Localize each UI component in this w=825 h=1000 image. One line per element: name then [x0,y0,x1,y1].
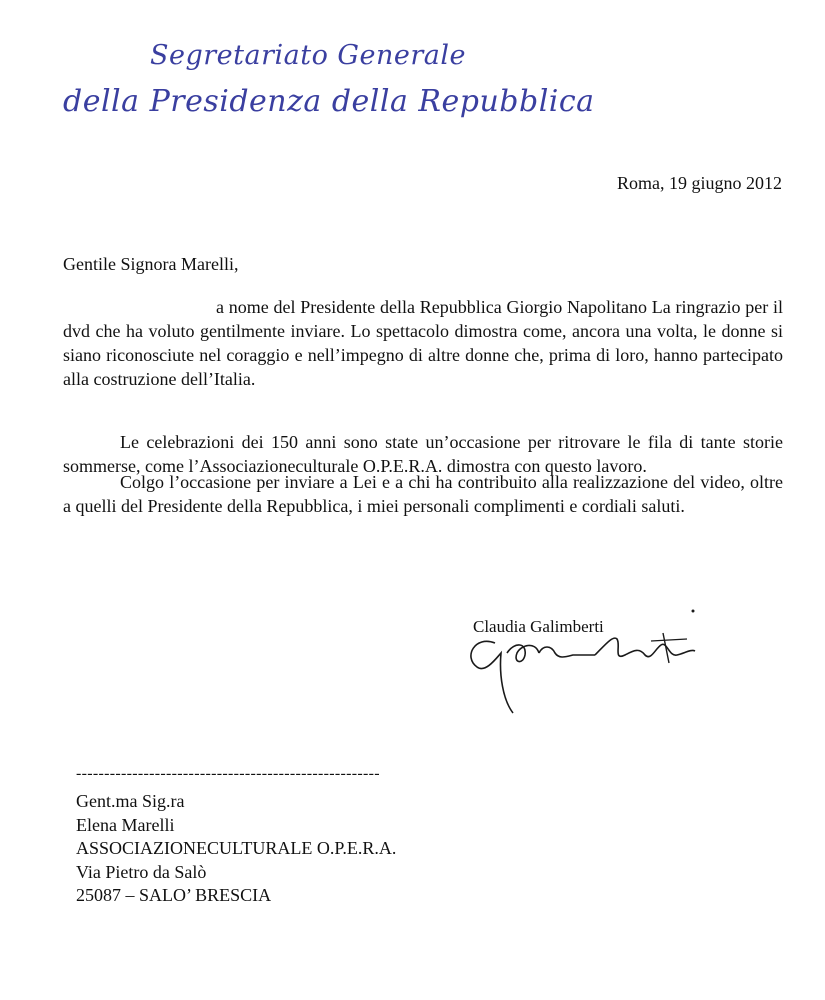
addressee-line: Via Pietro da Salò [76,861,207,882]
salutation: Gentile Signora Marelli, [63,254,239,274]
addressee-line: 25087 – SALO’ BRESCIA [76,885,272,905]
letterhead-line-2: della Presidenza della Repubblica [63,84,595,119]
paragraph-1: a nome del Presidente della Repubblica Giorgio Napolitano La ringrazio per il dvd che ha voluto gentilmente inviare. Lo spettacolo dimostra come, ancora una volta, le donne si siano riconosciute nel coraggio e nell’impegno di altre donne che, prima di loro, hanno partecipato alla costruzione dell’Italia. [63,297,783,389]
paragraph-3: Colgo l’occasione per inviare a Lei e a chi ha contribuito alla realizzazione del video, oltre a quelli del Presidente della Repubblica, i miei personali complimenti e cordiali saluti. [63,472,783,516]
signer-name: Claudia Galimberti [473,617,604,636]
addressee-line: Elena Marelli [76,814,175,835]
paragraph-2: Le celebrazioni dei 150 anni sono state un’occasione per ritrovare le fila di tante storie sommerse, come l’Associazioneculturale O.P.E.R.A. dimostra con questo lavoro. [63,432,783,476]
addressee-line: Gent.ma Sig.ra [76,791,185,811]
addressee-line: ASSOCIAZIONECULTURALE O.P.E.R.A. [76,838,397,858]
handwritten-signature [455,605,705,720]
letterhead [0,0,825,140]
divider-line: ------------------------------------------------------ [76,765,380,782]
letter-date: Roma, 19 giugno 2012 [617,173,782,193]
letterhead-line-1: Segretariato Generale [150,40,466,71]
addressee-block [76,790,396,908]
